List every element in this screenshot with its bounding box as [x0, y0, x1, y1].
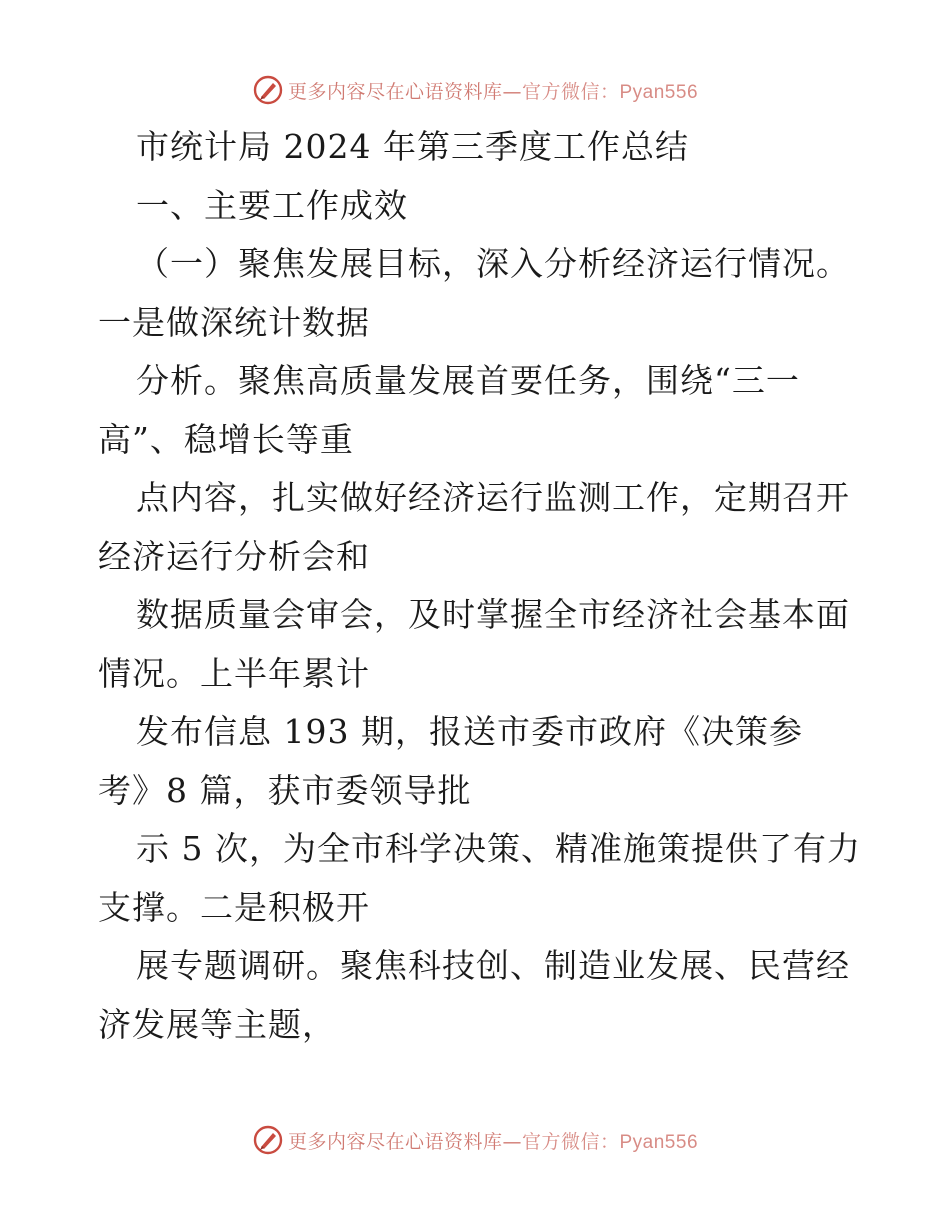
watermark-header: [0, 70, 950, 110]
text-line: 示 5 次，为全市科学决策、精准施策提供了有力: [136, 829, 861, 868]
text-line: 一是做深统计数据: [98, 302, 370, 342]
text-line: 点内容，扎实做好经济运行监测工作，定期召开: [136, 478, 850, 517]
quill-pen-logo-icon: [252, 74, 284, 106]
text-line: 分析。聚焦高质量发展首要任务，围绕“三一: [136, 361, 800, 400]
text-line: 济发展等主题，: [98, 1004, 336, 1044]
section-heading: 一、主要工作成效: [136, 185, 408, 225]
text-line: 数据质量会审会，及时掌握全市经济社会基本面: [136, 595, 850, 634]
text-line: 情况。上半年累计: [98, 653, 370, 693]
watermark-main-text: 更多内容尽在心语资料库—: [287, 1130, 522, 1153]
subsection-heading: （一）聚焦发展目标，深入分析经济运行情况。: [136, 244, 850, 283]
watermark-main-text: 更多内容尽在心语资料库—: [287, 80, 522, 103]
watermark-tail-text: 官方微信：Pyan556: [522, 1131, 699, 1153]
quill-pen-logo-icon: [252, 1124, 284, 1156]
text-line: 发布信息 193 期，报送市委市政府《决策参: [136, 712, 803, 751]
document-body: [98, 118, 861, 1054]
watermark-tail-text: 官方微信：Pyan556: [522, 81, 699, 103]
watermark-footer: [0, 1120, 950, 1160]
text-line: 高”、稳增长等重: [98, 419, 354, 459]
text-line: 经济运行分析会和: [98, 536, 370, 576]
text-line: 展专题调研。聚焦科技创、制造业发展、民营经: [136, 946, 850, 985]
document-title: 市统计局 2024 年第三季度工作总结: [136, 127, 689, 166]
text-line: 考》8 篇，获市委领导批: [98, 770, 472, 810]
text-line: 支撑。二是积极开: [98, 887, 370, 927]
